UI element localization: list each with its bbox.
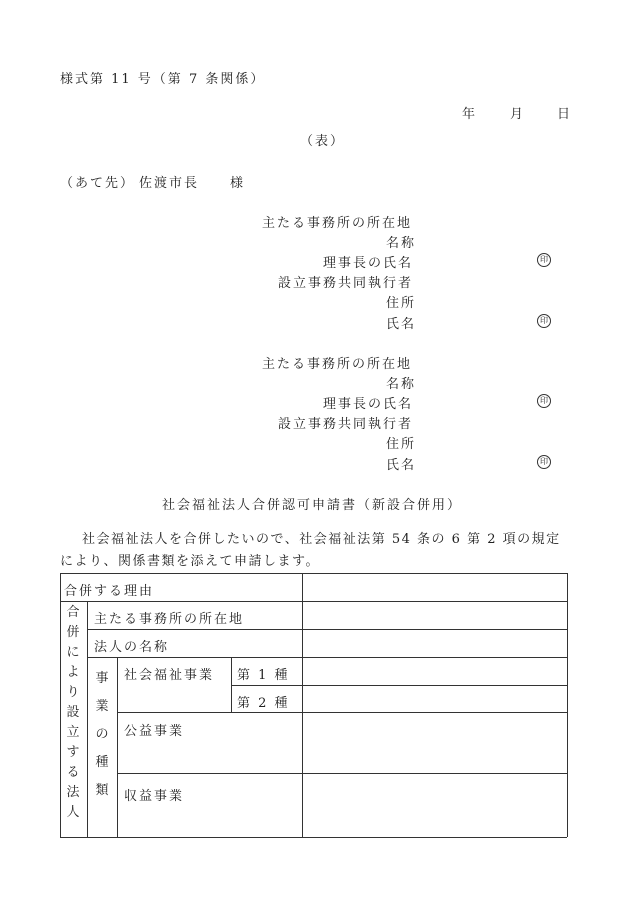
office-address-row-label: 主たる事務所の所在地	[94, 612, 245, 627]
table-row-divider	[117, 712, 567, 713]
table-row-divider	[231, 685, 567, 686]
side-label: （表）	[300, 134, 346, 149]
date-day: 日	[557, 107, 573, 122]
office-address-label: 主たる事務所の所在地	[262, 357, 413, 372]
table-row-divider	[60, 601, 567, 602]
executor-title-label: 設立事務共同執行者	[278, 276, 414, 291]
person-name-label: 氏名	[386, 458, 417, 473]
date-month: 月	[510, 107, 526, 122]
body-paragraph: 社会福祉法人を合併したいので、社会福祉法第 54 条の 6 第 2 項の規定により、関係書類を添えて申請します。	[60, 532, 561, 569]
business-type-vertical-label: 事業の種類	[95, 671, 109, 798]
social-welfare-business-label: 社会福祉事業	[124, 668, 215, 683]
person-name-label: 氏名	[386, 317, 417, 332]
chairman-name-label: 理事長の氏名	[323, 256, 414, 271]
address-label: 住所	[386, 437, 417, 452]
merger-reason-label: 合併する理由	[64, 584, 155, 599]
address-label: 住所	[386, 296, 417, 311]
form-number: 様式第 11 号（第 7 条関係）	[60, 72, 266, 87]
table-row-divider	[87, 657, 567, 658]
table-divider-value-column	[302, 573, 303, 837]
table-divider-new-corp	[87, 601, 88, 837]
table-row-divider	[117, 773, 567, 774]
chairman-name-label: 理事長の氏名	[323, 397, 414, 412]
profit-business-label: 収益事業	[124, 789, 185, 804]
addressee-name: 佐渡市長	[139, 176, 200, 191]
addressee-prefix: （あて先）	[60, 176, 136, 191]
class-2-label: 第 2 種	[237, 696, 290, 711]
seal-mark: 印	[537, 394, 551, 408]
table-divider-business-type	[117, 657, 118, 837]
table-border-right	[567, 573, 568, 837]
table-border-bottom	[60, 837, 567, 838]
table-border-top	[60, 573, 567, 574]
table-border-left	[60, 573, 61, 837]
date-year: 年	[462, 107, 478, 122]
class-1-label: 第 1 種	[237, 668, 290, 683]
seal-mark: 印	[537, 253, 551, 267]
table-row-divider	[87, 629, 567, 630]
addressee-honorific: 様	[230, 176, 246, 191]
new-corp-vertical-label: 合併により設立する法人	[66, 605, 80, 820]
name-label: 名称	[386, 236, 417, 251]
name-label: 名称	[386, 377, 417, 392]
seal-mark: 印	[537, 455, 551, 469]
executor-title-label: 設立事務共同執行者	[278, 417, 414, 432]
public-interest-business-label: 公益事業	[124, 724, 185, 739]
office-address-label: 主たる事務所の所在地	[262, 216, 413, 231]
corp-name-row-label: 法人の名称	[94, 640, 170, 655]
seal-mark: 印	[537, 314, 551, 328]
document-title: 社会福祉法人合併認可申請書（新設合併用）	[162, 498, 463, 513]
